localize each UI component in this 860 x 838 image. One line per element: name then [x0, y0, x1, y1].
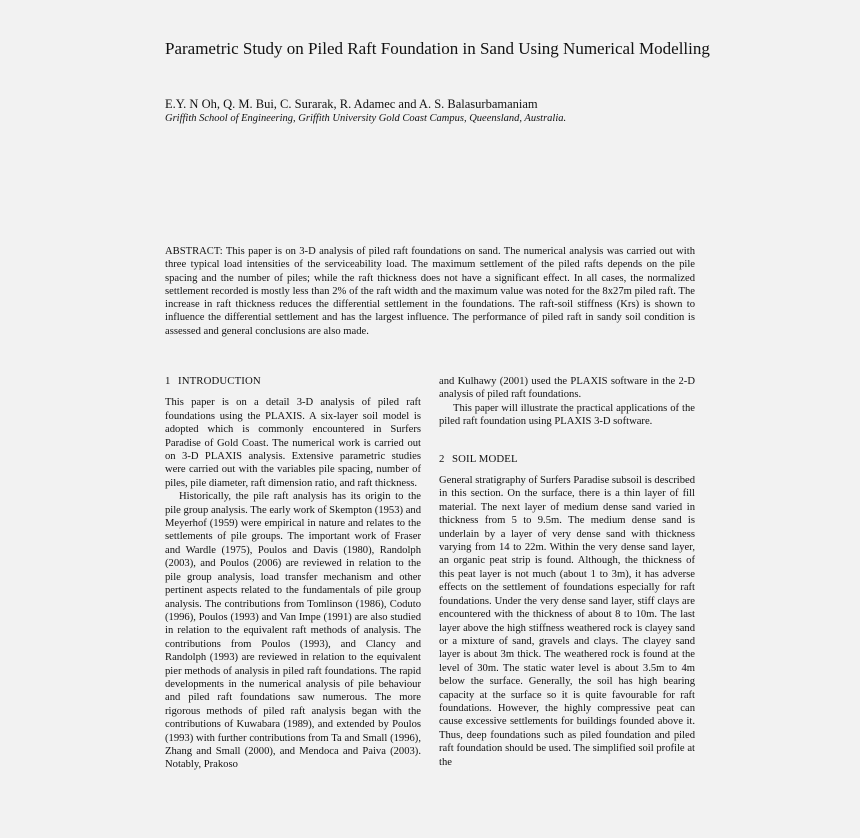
paper-authors: E.Y. N Oh, Q. M. Bui, C. Surarak, R. Adamec and A. S. Balasurbamaniam	[165, 97, 538, 111]
abstract: ABSTRACT: This paper is on 3-D analysis of piled raft foundations on sand. The numerical analysis was carried out with three typical load intensities of the serviceability load. The maximum settlement of the piled rafts depends on the pile spacing and the number of piles; while the raft thickness does not have a significant effect. In all cases, the normalized settlement recorded is mostly less than 2% of the raft width and the maximum value was noted for the 8x27m piled raft. The increase in raft thickness reduces the differential settlement in the foundations. The raft-soil stiffness (Krs) is shown to influence the differential settlement and has the largest influence. The performance of piled raft in sandy soil condition is assessed and general conclusions are also made.	[165, 246, 695, 337]
section-number: 2	[439, 452, 445, 465]
intro-paragraph-2: Historically, the pile raft analysis has its origin to the pile group analysis. The early work of Skempton (1953) and Meyerhof (1959) were empirical in nature and relates to the settlements of pile groups. The important work of Fraser and Wardle (1975), Poulos and Davis (1980), Randolph (2003), and Poulos (2006) are reviewed in relation to the pile group analysis, load transfer mechanism and other pertinent aspects related to the fundamentals of pile group analysis. The contributions from Tomlinson (1986), Coduto (1996), Poulos (1993) and Van Impe (1991) are also studied in relation to the equivalent raft methods of analysis. The contributions from Poulos (1993), and Clancy and Randolph (1993) are reviewed in relation to the equivalent pier methods of analysis in piled raft foundations. The rapid developments in the numerical analysis of pile behaviour and piled raft foundations saw numerous. The more rigorous methods of piled raft analysis began with the contributions of Kuwabara (1989), and extended by Poulos (1993) with further contributions from Ta and Small (1996), Zhang and Small (2000), and Mendoca and Paiva (2003). Notably, Prakoso	[165, 491, 421, 771]
paper-title: Parametric Study on Piled Raft Foundation in Sand Using Numerical Modelling	[165, 39, 710, 58]
intro-paragraph-1: This paper is on a detail 3-D analysis of piled raft foundations using the PLAXIS. A six-layer soil model is adopted which is commonly encountered in Surfers Paradise of Gold Coast. The numerical work is carried out on 3-D PLAXIS analysis. Extensive parametric studies were carried out with the variables pile spacing, number of piles, pile diameter, raft dimension ratio, and raft thickness.	[165, 397, 421, 489]
section-number: 1	[165, 375, 171, 387]
paper-affiliation: Griffith School of Engineering, Griffith University Gold Coast Campus, Queensland, Australia.	[165, 113, 567, 124]
intro-paragraph-3: and Kulhawy (2001) used the PLAXIS software in the 2-D analysis of piled raft foundations.	[439, 376, 695, 401]
right-column	[439, 375, 695, 769]
section-title: SOIL MODEL	[452, 452, 518, 465]
intro-paragraph-4: This paper will illustrate the practical applications of the piled raft foundation using PLAXIS 3-D software.	[439, 402, 695, 428]
soil-paragraph-1: General stratigraphy of Surfers Paradise subsoil is described in this section. On the surface, there is a thin layer of fill material. The next layer of medium dense sand varied in thickness from 5 to 9.5m. The medium dense sand is underlain by a layer of very dense sand with thickness varying from 14 to 22m. Within the very dense sand layer, an organic peat strip is found. Although, the thickness of this peat layer is not much (about 1 to 3m), it has adverse effects on the settlement of foundations especially for raft foundations. Under the very dense sand layer, stiff clays are encountered with the thickness of about 8 to 10m. The last layer above the high stiffness weathered rock is clayey sand or a mixture of sand, gravels and clays. The clayey sand layer is about 3m thick. The weathered rock is found at the level of 30m. The static water level is about 3.5m to 4m below the surface. Generally, the soil has high bearing capacity at the surface so it is quite favourable for raft foundations. However, the highly compressive peat can cause excessive settlements for buildings founded above it. Thus, deep foundations such as piled foundation and piled raft foundation should be used. The simplified soil profile at the	[439, 475, 695, 768]
left-column	[165, 375, 421, 772]
section-heading-introduction	[165, 375, 421, 388]
section-heading-soil-model	[439, 453, 695, 466]
section-title: INTRODUCTION	[178, 375, 261, 387]
